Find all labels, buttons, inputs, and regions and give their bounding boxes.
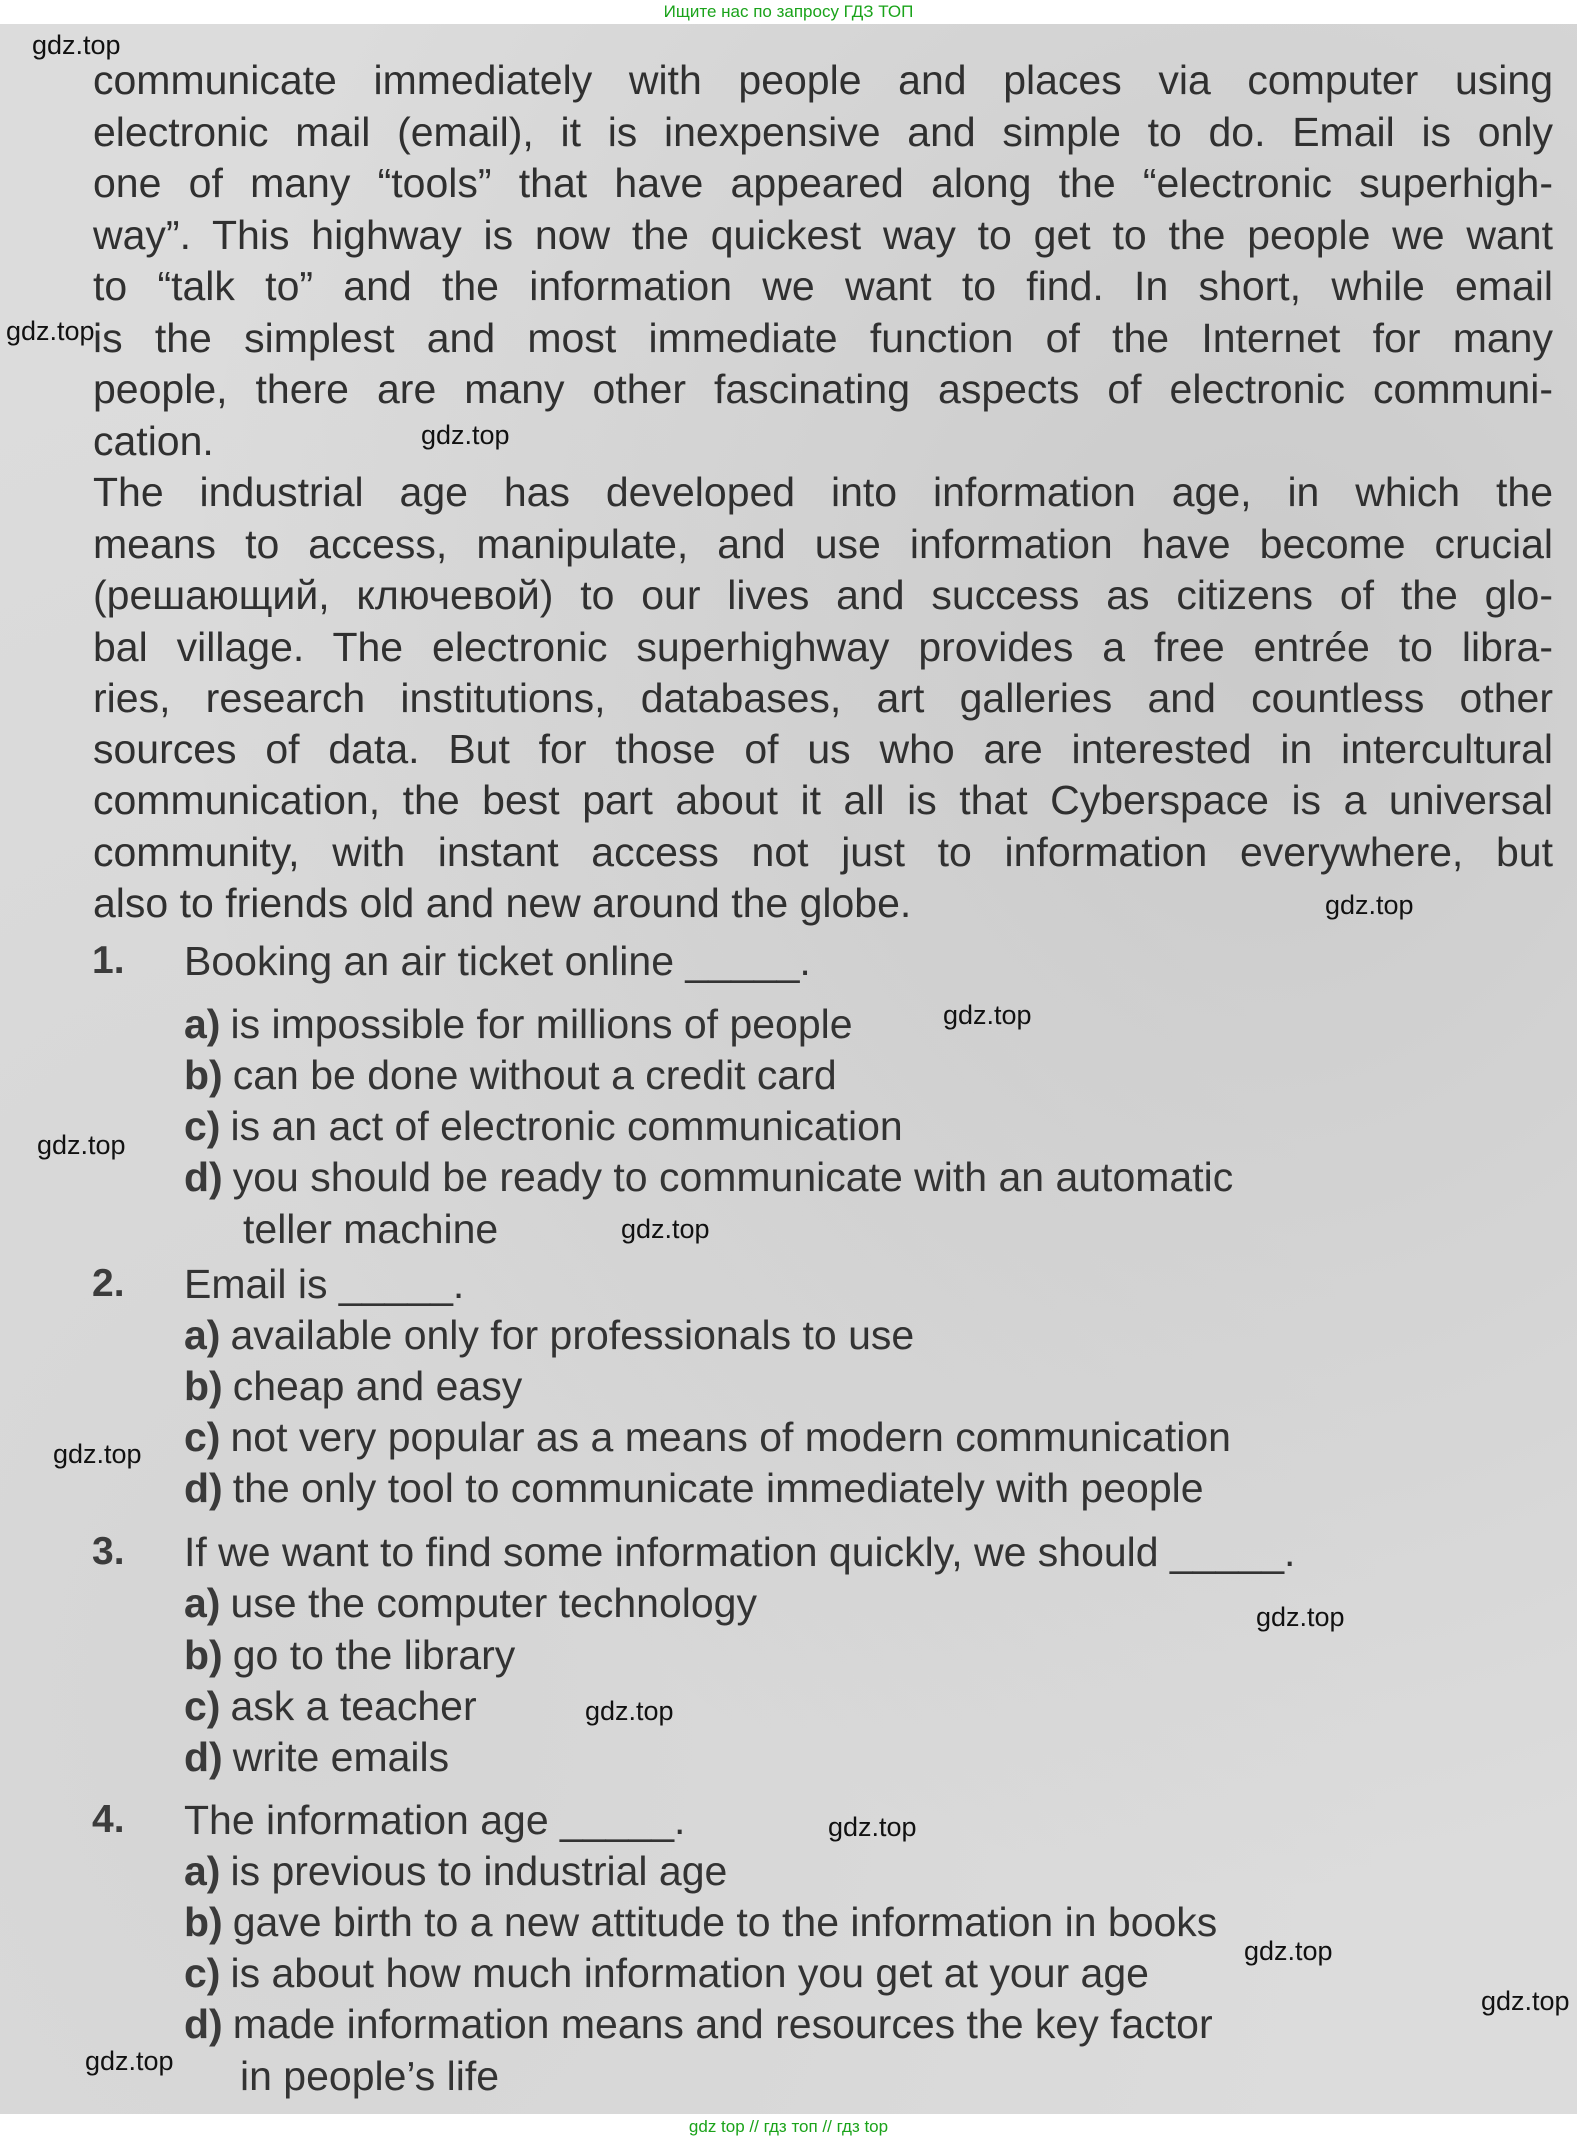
option-letter: d) (184, 1154, 223, 1200)
option-letter: c) (184, 1414, 221, 1460)
question-stem: Email is _____. (184, 1261, 465, 1307)
option-letter: a) (184, 1848, 221, 1894)
option-letter: a) (184, 1312, 221, 1358)
question-stem: If we want to find some information quickly, we should _____. (184, 1529, 1296, 1575)
option-letter: c) (184, 1103, 221, 1149)
passage-line: bal village. The electronic superhighway provides a free entrée to libra- (93, 624, 1553, 670)
option-text: available only for professionals to use (230, 1312, 915, 1358)
answer-option (184, 1578, 757, 1628)
passage-line: is the simplest and most immediate function of the Internet for many (93, 315, 1553, 361)
watermark: gdz.top (1481, 1986, 1570, 2016)
option-letter: b) (184, 1363, 223, 1409)
option-letter: a) (184, 1001, 221, 1047)
option-continuation: in people’s life (240, 2053, 500, 2099)
watermark: gdz.top (1256, 1602, 1345, 1632)
option-text: cheap and easy (232, 1363, 523, 1409)
passage-line: means to access, manipulate, and use information have become crucial (93, 521, 1553, 567)
option-text: made information means and resources the key factor (232, 2001, 1213, 2047)
option-text: the only tool to communicate immediately with people (232, 1465, 1204, 1511)
option-text: can be done without a credit card (232, 1052, 837, 1098)
option-letter: b) (184, 1632, 223, 1678)
watermark: gdz.top (85, 2046, 174, 2076)
passage-line: communication, the best part about it all is that Cyberspace is a universal (93, 777, 1553, 823)
watermark: gdz.top (53, 1439, 142, 1469)
option-text: you should be ready to communicate with an automatic (232, 1154, 1234, 1200)
top-banner: Ищите нас по запросу ГДЗ ТОП (0, 0, 1577, 24)
question-number: 3. (92, 1530, 125, 1573)
passage-line: cation. (93, 418, 214, 464)
question-number: 2. (92, 1262, 125, 1305)
watermark: gdz.top (421, 420, 510, 450)
option-letter: c) (184, 1683, 221, 1729)
answer-option (184, 1152, 1233, 1202)
passage-line: also to friends old and new around the globe. (93, 880, 912, 926)
option-text: use the computer technology (230, 1580, 757, 1626)
option-letter: b) (184, 1899, 223, 1945)
passage-line: ries, research institutions, databases, art galleries and countless other (93, 675, 1553, 721)
answer-option (184, 1681, 477, 1731)
question-stem: Booking an air ticket online _____. (184, 938, 811, 984)
answer-option (184, 1101, 903, 1151)
option-text: write emails (232, 1734, 450, 1780)
option-continuation: teller machine (243, 1206, 499, 1252)
passage-line: sources of data. But for those of us who are interested in intercultural (93, 726, 1553, 772)
answer-option (184, 1897, 1217, 1947)
passage-line: communicate immediately with people and places via computer using (93, 57, 1553, 103)
answer-option (184, 1948, 1149, 1998)
option-text: is previous to industrial age (230, 1848, 728, 1894)
passage-line: people, there are many other fascinating aspects of electronic communi- (93, 366, 1553, 412)
answer-option (184, 1630, 515, 1680)
answer-option (184, 1050, 837, 1100)
watermark: gdz.top (37, 1130, 126, 1160)
passage-line: (решающий, ключевой) to our lives and success as citizens of the glo- (93, 572, 1553, 618)
watermark: gdz.top (1244, 1936, 1333, 1966)
answer-option (184, 1846, 727, 1896)
answer-option (184, 999, 853, 1049)
watermark: gdz.top (585, 1696, 674, 1726)
option-text: is an act of electronic communication (230, 1103, 903, 1149)
option-letter: d) (184, 2001, 223, 2047)
watermark: gdz.top (828, 1812, 917, 1842)
answer-option (184, 1310, 914, 1360)
question-number: 4. (92, 1798, 125, 1841)
answer-option (184, 1999, 1213, 2049)
question-stem: The information age _____. (184, 1797, 686, 1843)
watermark: gdz.top (943, 1000, 1032, 1030)
textbook-page (0, 24, 1577, 2114)
answer-option (184, 1412, 1231, 1462)
passage-line: The industrial age has developed into information age, in which the (93, 469, 1553, 515)
answer-option (184, 1361, 522, 1411)
option-text: not very popular as a means of modern communication (230, 1414, 1231, 1460)
option-text: gave birth to a new attitude to the information in books (232, 1899, 1218, 1945)
option-text: is impossible for millions of people (230, 1001, 853, 1047)
watermark: gdz.top (32, 30, 121, 60)
watermark: gdz.top (1325, 890, 1414, 920)
option-text: go to the library (232, 1632, 516, 1678)
passage-line: community, with instant access not just to information everywhere, but (93, 829, 1553, 875)
passage-line: to “talk to” and the information we want to find. In short, while email (93, 263, 1553, 309)
answer-option (184, 1463, 1204, 1513)
watermark: gdz.top (621, 1214, 710, 1244)
option-letter: d) (184, 1465, 223, 1511)
option-letter: a) (184, 1580, 221, 1626)
option-text: ask a teacher (230, 1683, 477, 1729)
bottom-banner: gdz top // гдз топ // гдз top (0, 2114, 1577, 2140)
answer-option (184, 1732, 449, 1782)
option-letter: b) (184, 1052, 223, 1098)
passage-line: way”. This highway is now the quickest way to get to the people we want (93, 212, 1553, 258)
watermark: gdz.top (6, 316, 95, 346)
option-text: is about how much information you get at your age (230, 1950, 1149, 1996)
option-letter: d) (184, 1734, 223, 1780)
passage-line: electronic mail (email), it is inexpensive and simple to do. Email is only (93, 109, 1553, 155)
question-number: 1. (92, 939, 125, 982)
option-letter: c) (184, 1950, 221, 1996)
passage-line: one of many “tools” that have appeared along the “electronic superhigh- (93, 160, 1553, 206)
